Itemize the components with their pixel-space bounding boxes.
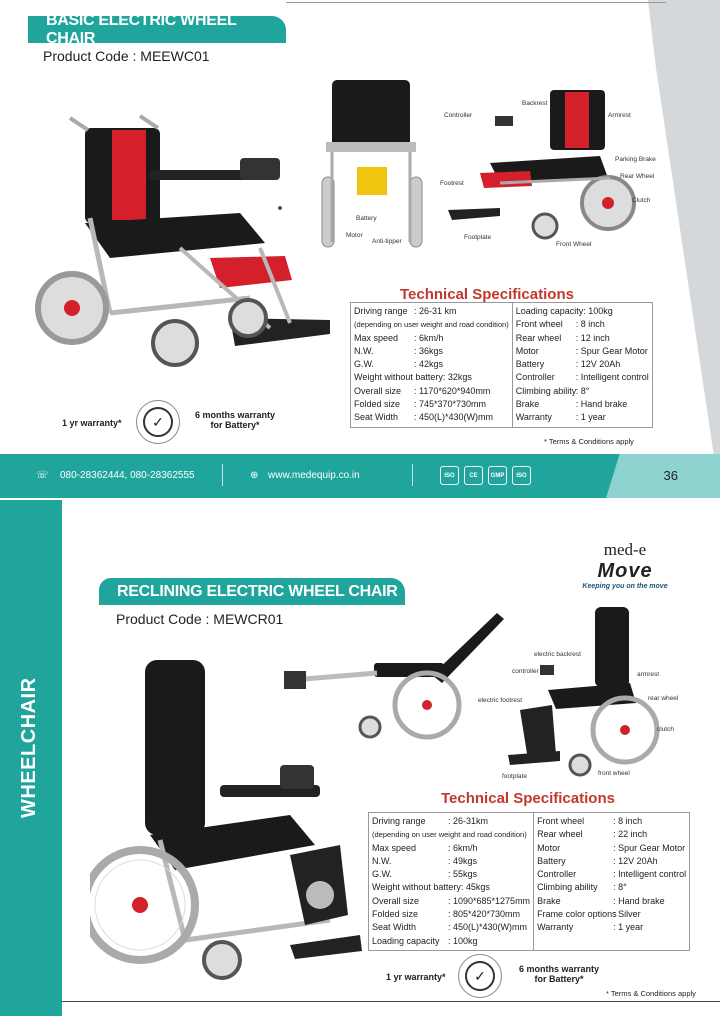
spec-value: : 1 year — [575, 412, 606, 423]
spec-value: : 450(L)*430(W)mm — [448, 922, 528, 933]
spec-row — [372, 815, 530, 828]
spec-key: N.W. — [354, 345, 374, 356]
spec-row — [354, 305, 509, 318]
spec-key: Front wheel — [515, 319, 563, 330]
spec-row — [354, 385, 509, 398]
spec-value: : 12V 20Ah — [613, 855, 658, 866]
spec-value: : Intelligent control — [613, 869, 687, 880]
spec-key: Rear wheel — [537, 829, 583, 840]
footer-divider — [412, 464, 413, 486]
spec-key: Loading capacity — [372, 935, 440, 946]
spec-row — [516, 305, 649, 318]
spec-row — [516, 371, 649, 384]
spec-value: : 26-31km — [448, 816, 489, 826]
spec-row — [354, 345, 509, 358]
warranty-badge-icon: ✓ — [136, 400, 180, 444]
spec-row — [354, 371, 509, 384]
footer-website[interactable]: www.medequip.co.in — [268, 470, 360, 481]
spec-key: Motor — [537, 842, 561, 853]
spec-row — [516, 385, 649, 398]
terms-note: * Terms & Conditions apply — [606, 989, 696, 998]
spec-value: : 1 year — [613, 922, 644, 933]
product-code: Product Code : MEWCR01 — [116, 611, 284, 627]
spec-value: : 6km/h — [448, 842, 478, 853]
spec-key: Front wheel — [537, 816, 585, 826]
spec-table — [368, 812, 690, 951]
spec-key: Brake — [515, 399, 540, 410]
battery-warranty-line1: 6 months warranty — [194, 410, 276, 420]
terms-note: * Terms & Conditions apply — [544, 437, 634, 446]
spec-value: : 1090*685*1275mm — [448, 895, 531, 906]
spec-key: Climbing ability — [515, 385, 577, 396]
spec-value: : 805*420*730mm — [448, 909, 521, 920]
spec-row — [372, 842, 530, 855]
spec-key: Seat Width — [354, 412, 399, 423]
spec-key: Loading capacity: 100kg — [515, 306, 613, 316]
spec-value: : 36kgs — [414, 345, 444, 356]
spec-row — [516, 398, 649, 411]
spec-row — [537, 881, 686, 894]
spec-column-right — [512, 303, 652, 428]
spec-column-right — [534, 813, 690, 951]
spec-value: : 8 inch — [575, 319, 605, 330]
wheelchair-image-back — [312, 72, 432, 252]
spec-value: : 26-31 km — [414, 306, 457, 316]
spec-key: Max speed — [354, 332, 399, 343]
battery-warranty-label — [512, 964, 606, 984]
spec-key: Climbing ability — [537, 882, 598, 893]
spec-row — [354, 318, 509, 331]
spec-row — [537, 868, 686, 881]
spec-row — [537, 855, 686, 868]
phone-icon: ☏ — [36, 470, 49, 481]
spec-value: : 12V 20Ah — [575, 359, 621, 370]
spec-key: Driving range — [372, 816, 426, 826]
spec-key: Weight without battery: 32kgs — [354, 372, 472, 383]
callout-backrest: Backrest — [522, 100, 548, 107]
spec-key: Seat Width — [372, 922, 417, 933]
wheelchair-image-main — [30, 108, 340, 388]
callout-parking-brake: Parking Brake — [615, 156, 656, 163]
spec-value: : 8° — [575, 385, 590, 396]
spec-key: Warranty — [537, 922, 574, 933]
spec-key: Max speed — [372, 842, 417, 853]
callout-rear-wheel: rear wheel — [648, 695, 679, 702]
spec-value: : 55kgs — [448, 869, 478, 880]
spec-value: : Hand brake — [575, 399, 628, 410]
top-rule — [286, 2, 666, 3]
spec-key: Controller — [537, 869, 577, 880]
logo-tagline: Keeping you on the move — [582, 583, 668, 590]
spec-key: Battery — [537, 855, 566, 866]
spec-row — [537, 921, 686, 934]
product-title: BASIC ELECTRIC WHEEL CHAIR — [28, 16, 286, 43]
wheelchair-image-detail — [500, 605, 670, 785]
footer-divider — [222, 464, 223, 486]
spec-key: Frame color options — [537, 909, 617, 920]
spec-title: Technical Specifications — [441, 790, 615, 807]
spec-key: Brake — [537, 895, 561, 906]
brand-logo — [570, 540, 680, 590]
spec-row — [537, 815, 686, 828]
spec-value: : 49kgs — [448, 855, 478, 866]
spec-row — [537, 828, 686, 841]
callout-electric-backrest: electric backrest — [534, 651, 581, 658]
logo-top-text: med-e — [603, 540, 647, 559]
spec-row — [372, 828, 530, 841]
spec-key: N.W. — [372, 855, 392, 866]
spec-value: : 745*370*730mm — [414, 399, 487, 410]
callout-clutch: clutch — [657, 726, 674, 733]
spec-value: : 100kg — [448, 935, 478, 946]
spec-key: Battery — [515, 359, 545, 370]
spec-value: : 450(L)*430(W)mm — [414, 412, 494, 423]
spec-key: (depending on user weight and road condition) — [372, 830, 527, 840]
spec-key: Folded size — [372, 909, 419, 920]
spec-table — [350, 302, 653, 428]
spec-key: Weight without battery: 45kgs — [372, 882, 490, 893]
spec-key: Driving range — [354, 306, 408, 316]
spec-row — [516, 345, 649, 358]
wheelchair-image-reclined — [282, 605, 512, 745]
spec-value: : 1170*620*940mm — [414, 385, 491, 396]
spec-key: Overall size — [372, 895, 420, 906]
iso-cert-icon: ISO — [440, 466, 459, 485]
spec-row — [354, 398, 509, 411]
product-title: RECLINING ELECTRIC WHEEL CHAIR — [99, 578, 405, 605]
spec-value: : Spur Gear Motor — [575, 345, 648, 356]
catalog-page-1 — [0, 0, 720, 454]
spec-key: Warranty — [515, 412, 552, 423]
spec-key: Rear wheel — [515, 332, 562, 343]
spec-row — [372, 868, 530, 881]
spec-row — [354, 332, 509, 345]
spec-row — [537, 842, 686, 855]
spec-value: : 12 inch — [575, 332, 610, 343]
callout-armrest: Armrest — [608, 112, 631, 119]
iso-cert-icon: ISO — [512, 466, 531, 485]
spec-row — [516, 411, 649, 424]
spec-title: Technical Specifications — [400, 286, 574, 303]
ce-cert-icon: CE — [464, 466, 483, 485]
callout-front-wheel: front wheel — [598, 770, 630, 777]
footer-phone: 080-28362444, 080-28362555 — [60, 470, 195, 481]
spec-value: : 8 inch — [613, 816, 643, 826]
spec-row — [516, 318, 649, 331]
page-number: 36 — [663, 468, 678, 483]
spec-key: G.W. — [372, 869, 392, 880]
spec-row — [537, 908, 686, 921]
spec-value: : 8° — [613, 882, 627, 893]
catalog-page-2 — [0, 500, 720, 1016]
battery-warranty-label — [188, 410, 282, 430]
spec-column-left — [351, 303, 513, 428]
spec-key: Motor — [515, 345, 539, 356]
spec-column-left — [369, 813, 534, 951]
spec-key: Folded size — [354, 399, 401, 410]
spec-value: : 6km/h — [414, 332, 444, 343]
callout-motor: Motor — [346, 232, 363, 239]
product-code: Product Code : MEEWC01 — [43, 48, 210, 64]
gmp-cert-icon: GMP — [488, 466, 507, 485]
spec-row — [372, 921, 530, 934]
spec-row — [537, 895, 686, 908]
spec-row — [354, 358, 509, 371]
spec-value: : Intelligent control — [575, 372, 649, 383]
spec-value: : Hand brake — [613, 895, 665, 906]
spec-row — [516, 358, 649, 371]
spec-row — [372, 855, 530, 868]
spec-value: : 42kgs — [414, 359, 444, 370]
warranty-label: 1 yr warranty* — [62, 418, 122, 428]
callout-rear-wheel: Rear Wheel — [620, 173, 655, 180]
battery-warranty-line1: 6 months warranty — [518, 964, 600, 974]
callout-footplate: Footplate — [464, 234, 492, 241]
spec-key: G.W. — [354, 359, 374, 370]
warranty-badge-icon: ✓ — [458, 954, 502, 998]
spec-key: (depending on user weight and road condition) — [354, 320, 509, 330]
warranty-label: 1 yr warranty* — [386, 972, 446, 982]
bottom-rule — [62, 1001, 720, 1002]
callout-front-wheel: Front Wheel — [556, 241, 592, 248]
spec-row — [372, 908, 530, 921]
spec-key: Controller — [515, 372, 555, 383]
callout-anti-tipper: Anti-tipper — [372, 238, 402, 245]
callout-controller: Controller — [444, 112, 473, 119]
spec-row — [372, 935, 530, 948]
logo-main-text: Move — [597, 560, 653, 582]
spec-row — [516, 332, 649, 345]
spec-row — [372, 881, 530, 894]
spec-key: Overall size — [354, 385, 402, 396]
callout-footplate: footplate — [502, 773, 527, 780]
callout-footrest: Footrest — [440, 180, 464, 187]
globe-icon: ⊕ — [250, 470, 259, 481]
side-category-label: WHEELCHAIR — [18, 677, 40, 818]
spec-row — [372, 895, 530, 908]
callout-controller: controller — [512, 668, 539, 675]
callout-armrest: armrest — [637, 671, 660, 678]
callout-electric-footrest: electric footrest — [478, 697, 523, 704]
battery-warranty-line2: for Battery* — [534, 974, 584, 984]
callout-clutch: Clutch — [632, 197, 651, 204]
callout-battery: Battery — [356, 215, 377, 222]
footer-band — [0, 454, 720, 498]
spec-row — [354, 411, 509, 424]
spec-value: : Spur Gear Motor — [613, 842, 686, 853]
battery-warranty-line2: for Battery* — [210, 420, 260, 430]
spec-value: : Silver — [613, 909, 641, 920]
spec-value: : 22 inch — [613, 829, 648, 840]
